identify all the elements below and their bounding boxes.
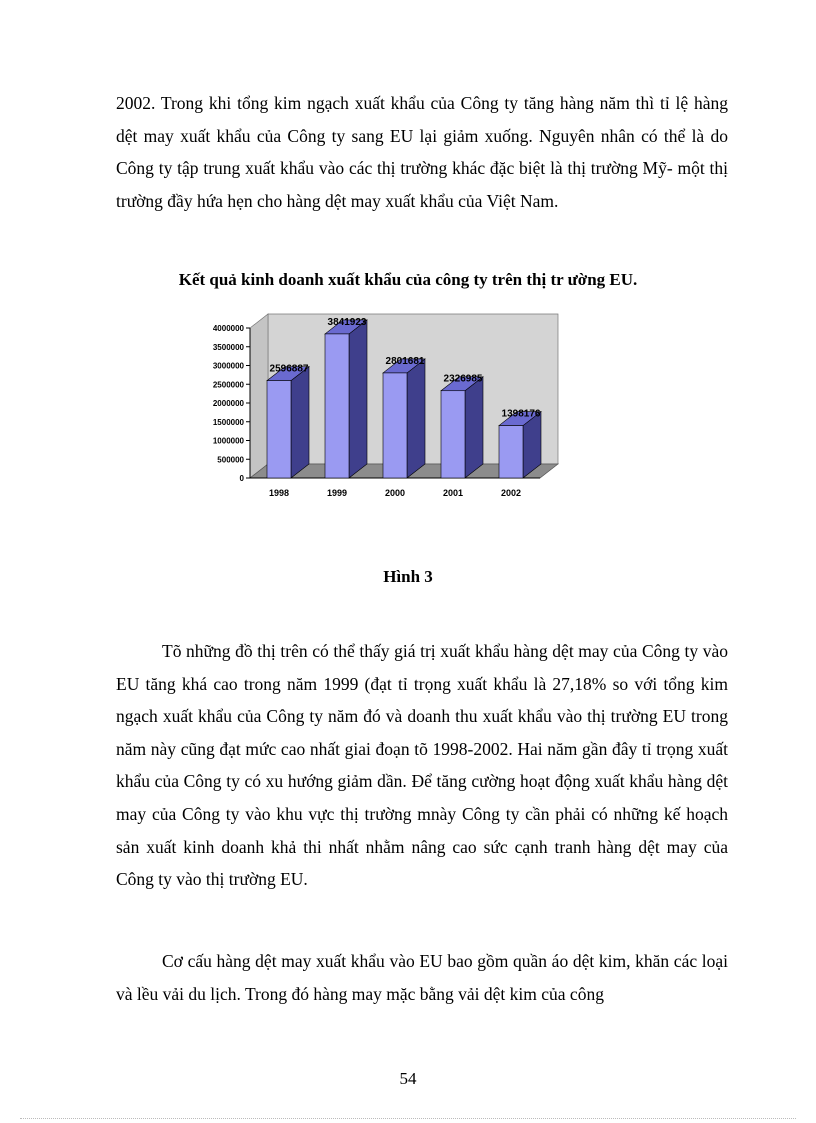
bar-2002 [499,426,523,478]
bar-side-1999 [349,320,367,478]
y-tick-label: 1500000 [212,417,244,427]
bar-side-2000 [407,359,425,478]
y-tick-label: 3000000 [212,361,244,371]
y-tick-label: 1000000 [212,436,244,446]
y-tick-label: 2000000 [212,399,244,408]
x-tick-label-1999: 1999 [326,488,348,498]
paragraph-intro: 2002. Trong khi tổng kim ngạch xuất khẩu của Công ty tăng hàng năm thì tỉ lệ hàng dệt may xuất khẩu của Công ty sang EU lại giảm xuống. Nguyên nhân có thể là do Công ty tập trung xuất khẩu vào các thị trường khác đặc biệt là thị trường Mỹ- một thị trường đầy hứa hẹn cho hàng dệt may xuất khẩu của Việt Nam. [116,93,728,211]
data-label-2000: 2801681 [385,355,425,367]
data-label-2002: 1398176 [501,408,541,420]
bar-2001 [441,391,465,478]
data-label-1999: 3841923 [327,316,367,328]
bar-chart-svg [190,306,590,516]
bar-1999 [325,334,349,478]
x-tick-label-1998: 1998 [268,488,290,498]
chart-side-wall [250,314,268,478]
figure-caption: Hình 3 [383,567,433,586]
bar-chart [190,306,590,516]
bar-2000 [383,373,407,478]
y-tick-label: 0 [239,474,244,483]
bar-side-1998 [291,367,309,478]
paragraph-structure: Cơ cấu hàng dệt may xuất khẩu vào EU bao gồm quần áo dệt kim, khăn các loại và lều vải du lịch. Trong đó hàng may mặc bằng vải dệt kim của công [116,951,728,1004]
y-tick-label: 3500000 [212,342,244,352]
page-number: 54 [399,1069,417,1088]
x-tick-label-2001: 2001 [442,488,464,498]
data-label-1998: 2596887 [269,363,309,375]
bar-side-2001 [465,377,483,478]
y-tick-label: 4000000 [212,324,244,333]
chart-title: Kết quả kinh doanh xuất khẩu của công ty trên thị tr ường EU. [178,270,638,289]
bar-1998 [267,381,291,478]
page-bottom-divider [20,1118,796,1119]
x-tick-label-2000: 2000 [384,488,406,498]
y-tick-label: 500000 [217,455,244,465]
paragraph-analysis: Tõ những đồ thị trên có thể thấy giá trị xuất khẩu hàng dệt may của Công ty vào EU tăng khá cao trong năm 1999 (đạt tỉ trọng xuất khẩu là 27,18% so với tổng kim ngạch xuất khẩu của Công ty năm đó và doanh thu xuất khẩu vào thị trường EU trong năm này cũng đạt mức cao nhất giai đoạn tõ 1998-2002. Hai năm gần đây tỉ trọng xuất khẩu của Công ty có xu hướng giảm dần. Để tăng cường hoạt động xuất khẩu hàng dệt may của Công ty vào khu vực thị trường mnày Công ty cần phải có những kế hoạch sản xuất kinh doanh khả thi nhất nhằm nâng cao sức cạnh tranh hàng dệt may của Công ty vào thị trường EU. [116,641,728,890]
y-tick-label: 2500000 [212,380,244,390]
data-label-2001: 2326985 [443,373,483,385]
x-tick-label-2002: 2002 [500,488,522,498]
